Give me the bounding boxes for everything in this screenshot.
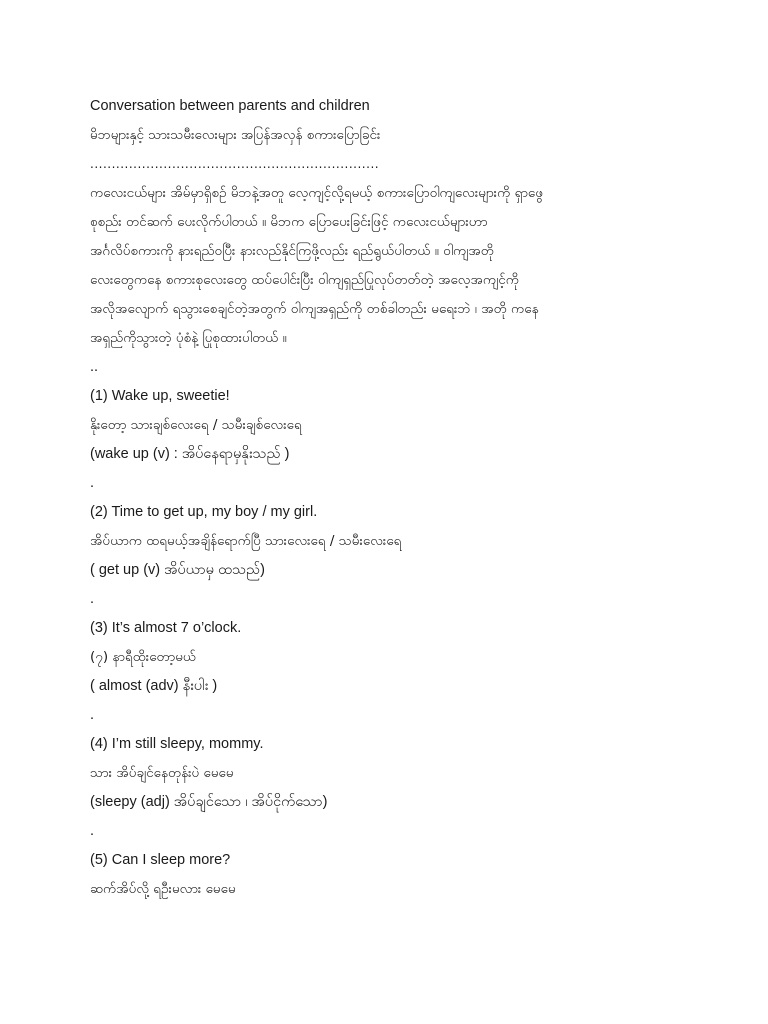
entry-english: (3) It’s almost 7 o’clock.: [90, 620, 242, 636]
intro-line: ကလေးငယ်များ အိမ်မှာရှိစဉ် မိဘနဲ့အတူ လေ့ကျင့်လို့ရမယ့် စကားပြောဝါကျလေးများကို ရှာဖွေ: [90, 185, 543, 201]
intro-end-mark: ..: [90, 359, 99, 375]
entry-vocab: ( almost (adv) နီးပါး ): [90, 678, 218, 694]
entry-english: (2) Time to get up, my boy / my girl.: [90, 504, 318, 520]
intro-line: အရှည်ကိုသွားတဲ့ ပုံစံနဲ့ ပြုစုထားပါတယ် ။: [90, 330, 287, 346]
intro-line: အလိုအလျောက် ရသွားစေချင်တဲ့အတွက် ဝါကျအရှည်ကို တစ်ခါတည်း မရေးဘဲ ၊ အတို ကနေ: [90, 301, 539, 317]
intro-line: အင်္ဂလိပ်စကားကို နားရည်ဝပြီး နားလည်နိုင်ကြဖို့လည်း ရည်ရွယ်ပါတယ် ။ ဝါကျအတို: [90, 243, 494, 259]
entry-myanmar: နိုးတော့ သားချစ်လေးရေ / သမီးချစ်လေးရေ: [90, 417, 302, 433]
entry-english: (4) I’m still sleepy, mommy.: [90, 736, 264, 752]
entry-myanmar: သား အိပ်ချင်နေတုန်းပဲ မေမေ: [90, 765, 234, 781]
document-body: [90, 92, 690, 904]
document-title: Conversation between parents and children: [90, 98, 370, 114]
document-subtitle: မိဘများနှင့် သားသမီးလေးများ အပြန်အလှန် စကားပြောခြင်း: [90, 127, 381, 143]
entry-separator: .: [90, 707, 95, 723]
entry-vocab: ( get up (v) အိပ်ယာမှ ထသည်): [90, 562, 265, 578]
entry-myanmar: ဆက်အိပ်လို့ ရဦးမလား မေမေ: [90, 881, 236, 897]
entry-myanmar: (၇) နာရီထိုးတော့မယ်: [90, 649, 197, 665]
intro-line: စုစည်း တင်ဆက် ပေးလိုက်ပါတယ် ။ မိဘက ပြောပေးခြင်းဖြင့် ကလေးငယ်များဟာ: [90, 214, 488, 230]
entry-vocab: (wake up (v) : အိပ်နေရာမှနိုးသည် ): [90, 446, 290, 462]
entry-vocab: (sleepy (adj) အိပ်ချင်သော ၊ အိပ်ငိုက်သော): [90, 794, 328, 810]
intro-line: လေးတွေကနေ စကားစုလေးတွေ ထပ်ပေါင်းပြီး ဝါကျရှည်ပြုလုပ်တတ်တဲ့ အလေ့အကျင့်ကို: [90, 272, 519, 288]
entry-english: (1) Wake up, sweetie!: [90, 388, 230, 404]
entry-english: (5) Can I sleep more?: [90, 852, 231, 868]
entry-separator: .: [90, 823, 95, 839]
entry-separator: .: [90, 475, 95, 491]
separator-line: ...................................................................: [90, 157, 380, 171]
entry-separator: .: [90, 591, 95, 607]
entry-myanmar: အိပ်ယာက ထရမယ့်အချိန်ရောက်ပြီ သားလေးရေ / သမီးလေးရေ: [90, 533, 402, 549]
